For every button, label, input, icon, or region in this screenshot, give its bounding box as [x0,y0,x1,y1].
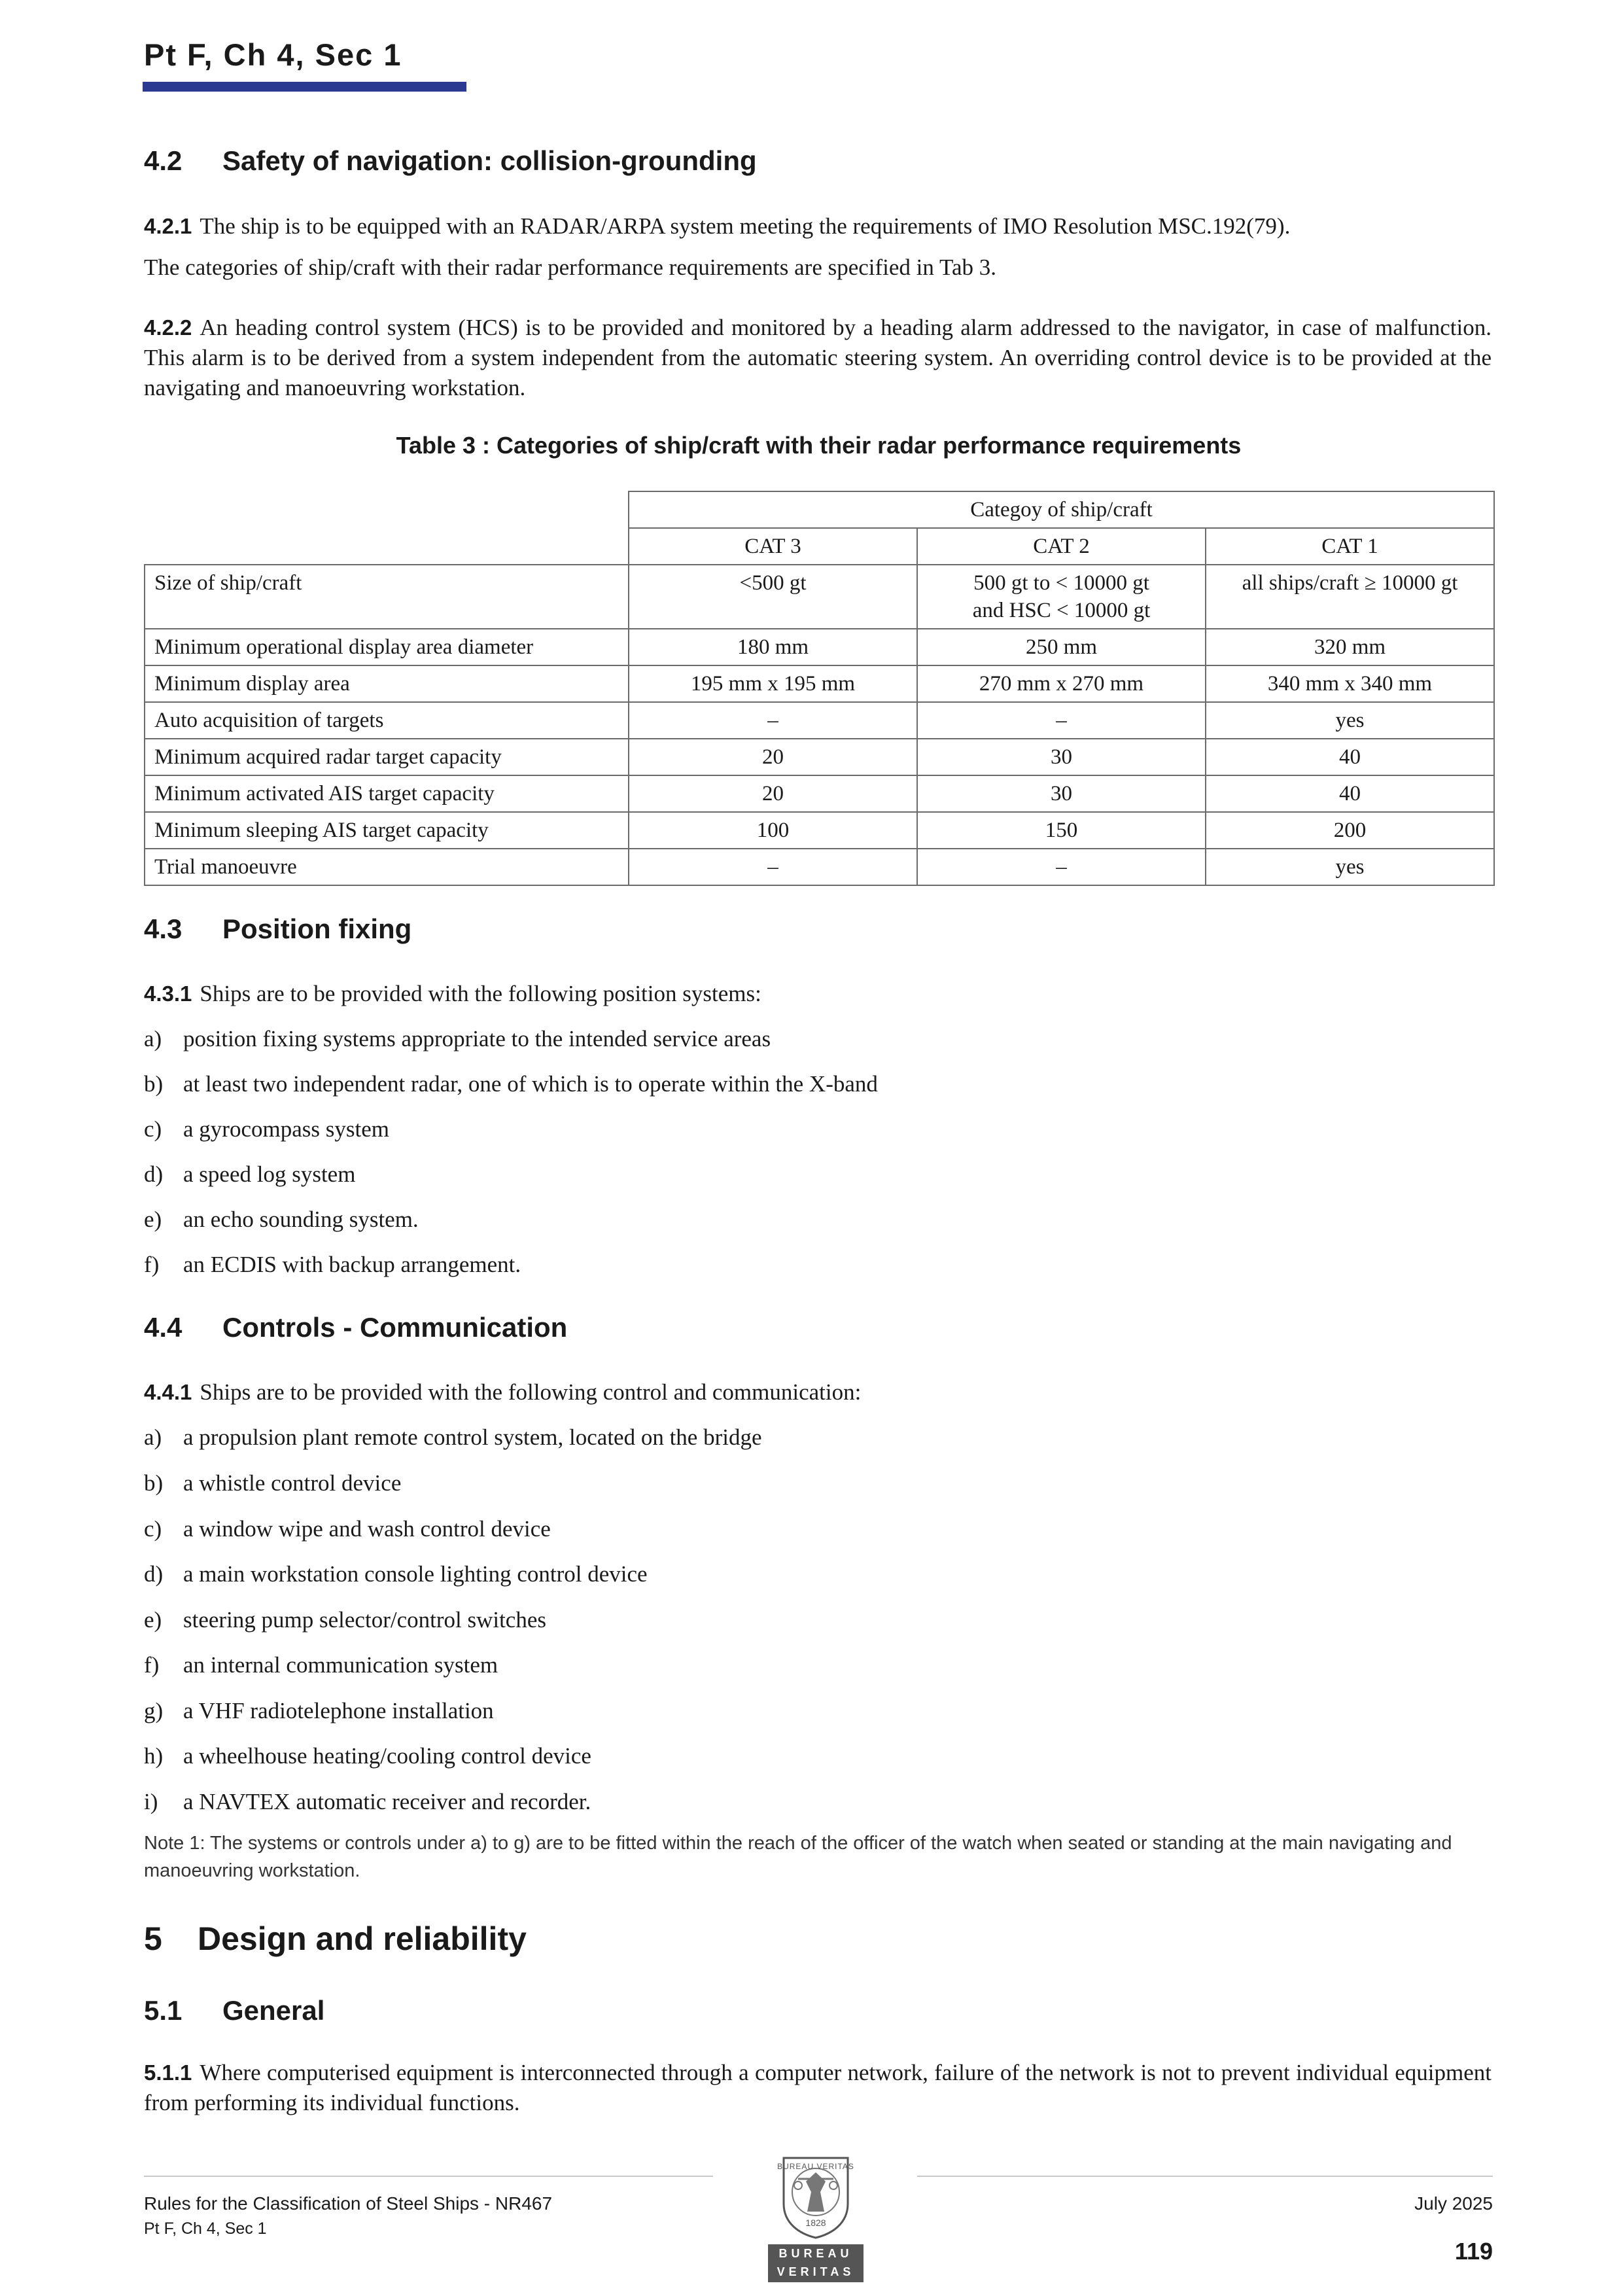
list-marker: e) [144,1207,162,1232]
list-text: a gyrocompass system [183,1116,389,1142]
table-cell: 30 [917,775,1206,812]
section-heading-4-4 [144,1312,1492,1346]
paragraph-ref: 5.1.1 [144,2060,192,2085]
list-marker: d) [144,1561,164,1587]
footer-rule-right [917,2176,1493,2177]
table-cell: – [629,702,917,739]
section-title: Position fixing [222,913,412,944]
table-cell: – [917,849,1206,885]
list-text: an ECDIS with backup arrangement. [183,1252,521,1277]
paragraph-text: Where computerised equipment is interconnected through a computer network, failure of the network is not to prevent individual equipment from performing its individual functions. [144,2060,1492,2115]
table-cell: 40 [1206,739,1494,775]
paragraph-ref: 4.2.1 [144,214,192,238]
list-text: a NAVTEX automatic receiver and recorder. [183,1789,591,1814]
table-cell: 180 mm [629,629,917,665]
page-number: 119 [1454,2238,1493,2265]
table-cell: all ships/craft ≥ 10000 gt [1206,565,1494,629]
list-marker: f) [144,1652,160,1678]
section-title: Controls - Communication [222,1312,568,1343]
list-text: an internal communication system [183,1652,498,1678]
logo-emblem-icon [764,2153,867,2241]
row-label: Size of ship/craft [145,565,629,629]
logo-top-text: BUREAU VERITAS [777,2162,854,2171]
header-rule [143,82,466,92]
footer-date: July 2025 [1414,2193,1493,2214]
list-marker: h) [144,1743,164,1769]
list-marker: g) [144,1698,164,1723]
table-row [145,775,1494,812]
list-marker: b) [144,1470,164,1496]
section-heading-4-3 [144,913,1492,947]
table-cell: 20 [629,775,917,812]
table-row [145,812,1494,849]
table-row [145,565,1494,629]
list-text: a VHF radiotelephone installation [183,1698,494,1723]
paragraph-4-2-1-cont: The categories of ship/craft with their radar performance requirements are specified in Tab 3. [144,255,996,280]
row-label: Minimum sleeping AIS target capacity [145,812,629,849]
list-text: a wheelhouse heating/cooling control device [183,1743,591,1769]
table-cell: 195 mm x 195 mm [629,665,917,702]
row-label: Trial manoeuvre [145,849,629,885]
paragraph-ref: 4.4.1 [144,1380,192,1404]
table-group-header: Categoy of ship/craft [629,491,1494,528]
table-row [145,702,1494,739]
column-header: CAT 1 [1206,528,1494,565]
list-marker: e) [144,1607,162,1633]
footer-section-ref: Pt F, Ch 4, Sec 1 [144,2219,267,2238]
row-label: Minimum operational display area diameter [145,629,629,665]
list-text: an echo sounding system. [183,1207,419,1232]
list-text: at least two independent radar, one of which is to operate within the X-band [183,1071,878,1097]
running-header: Pt F, Ch 4, Sec 1 [144,37,402,72]
note: Note 1: The systems or controls under a) to g) are to be fitted within the reach of the officer of the watch when seated or standing at the main navigating and manoeuvring workstation. [144,1833,1452,1881]
list-marker: f) [144,1252,160,1277]
section-title: Safety of navigation: collision-grounding [222,145,757,176]
list-marker: d) [144,1161,164,1187]
paragraph-4-2-2 [144,313,1492,403]
section-number: 4.4 [144,1312,183,1343]
list-text: a whistle control device [183,1470,402,1496]
section-number: 4.3 [144,913,183,944]
column-header: CAT 2 [917,528,1206,565]
table-cell: 320 mm [1206,629,1494,665]
list-text: a window wipe and wash control device [183,1516,551,1542]
table-row [145,739,1494,775]
list-marker: i) [144,1789,158,1814]
paragraph-text: An heading control system (HCS) is to be provided and monitored by a heading alarm addressed to the navigator, in case of malfunction. This alarm is to be derived from a system independent from the automatic steering system. An overriding control device is to be provided at the navigating and manoeuvring workstation. [144,315,1492,400]
footer-doc-title: Rules for the Classification of Steel Ships - NR467 [144,2193,553,2214]
logo-band [768,2244,864,2282]
footer-rule-left [144,2176,713,2177]
section-heading-4-2 [144,145,1492,179]
table-cell: 100 [629,812,917,849]
table-title: Table 3 : Categories of ship/craft with their radar performance requirements [396,432,1242,459]
table-cell [917,565,1206,629]
paragraph-4-3-1 [144,979,1492,1009]
logo-band-line: BUREAU [778,2247,853,2260]
list-marker: b) [144,1071,164,1097]
list-text: steering pump selector/control switches [183,1607,546,1633]
list-marker: c) [144,1516,162,1542]
table-cell: 30 [917,739,1206,775]
table-row [145,849,1494,885]
section-title: Design and reliability [198,1920,527,1957]
table-cell: 270 mm x 270 mm [917,665,1206,702]
list-text: position fixing systems appropriate to the intended service areas [183,1026,771,1051]
table-cell: – [629,849,917,885]
section-number: 5.1 [144,1995,183,2026]
table-cell: yes [1206,702,1494,739]
table-cell: <500 gt [629,565,917,629]
section-heading-5-1 [144,1995,1492,2029]
table-corner [145,491,629,565]
table-cell: 340 mm x 340 mm [1206,665,1494,702]
paragraph-ref: 4.2.2 [144,315,192,340]
row-label: Minimum display area [145,665,629,702]
paragraph-text: Ships are to be provided with the following control and communication: [200,1379,862,1405]
paragraph-5-1-1 [144,2058,1492,2118]
row-label: Minimum activated AIS target capacity [145,775,629,812]
logo-band-line: VERITAS [777,2265,855,2278]
paragraph-4-2-1 [144,211,1492,241]
table-group-header-row [145,491,1494,528]
table-cell: yes [1206,849,1494,885]
cell-line: 500 gt to < 10000 gt [973,571,1149,595]
list-marker: a) [144,1424,162,1450]
chapter-heading-5 [144,1920,1492,1960]
table-cell: 40 [1206,775,1494,812]
radar-requirements-table [144,491,1495,886]
table-row [145,629,1494,665]
list-text: a main workstation console lighting control device [183,1561,648,1587]
paragraph-ref: 4.3.1 [144,981,192,1006]
section-number: 5 [144,1920,162,1957]
row-label: Auto acquisition of targets [145,702,629,739]
table-cell: 200 [1206,812,1494,849]
logo-year: 1828 [805,2217,826,2228]
cell-line: and HSC < 10000 gt [972,599,1151,622]
row-label: Minimum acquired radar target capacity [145,739,629,775]
column-header: CAT 3 [629,528,917,565]
table-cell: 250 mm [917,629,1206,665]
section-number: 4.2 [144,145,183,176]
paragraph-text: The ship is to be equipped with an RADAR/ARPA system meeting the requirements of IMO Resolution MSC.192(79). [200,213,1291,239]
table-row [145,665,1494,702]
list-text: a speed log system [183,1161,356,1187]
table-cell: 20 [629,739,917,775]
paragraph-4-4-1 [144,1377,1492,1407]
section-title: General [222,1995,325,2026]
table-cell: 150 [917,812,1206,849]
list-marker: c) [144,1116,162,1142]
paragraph-text: Ships are to be provided with the following position systems: [200,981,761,1006]
list-text: a propulsion plant remote control system, located on the bridge [183,1424,762,1450]
bureau-veritas-logo [764,2153,867,2284]
list-marker: a) [144,1026,162,1051]
table-cell: – [917,702,1206,739]
